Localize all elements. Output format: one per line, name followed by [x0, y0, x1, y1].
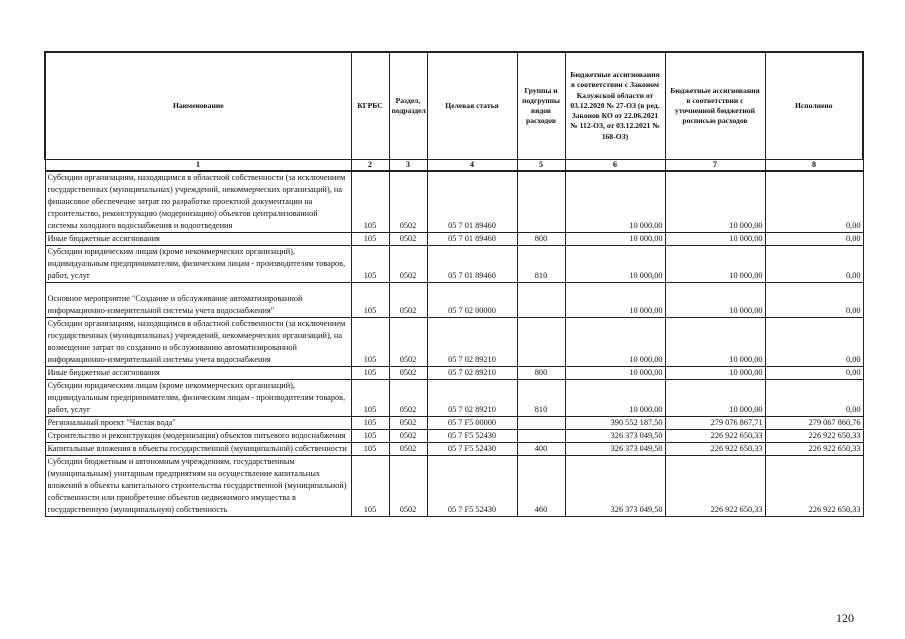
row-name: Иные бюджетные ассигнования	[45, 367, 351, 380]
header-budget-refined: Бюджетные ассигнования в соответствии с уточненной бюджетной росписью расходов	[665, 52, 765, 160]
row-kgrbs: 105	[351, 318, 389, 367]
row-target: 05 7 F5 00000	[427, 417, 517, 430]
row-kgrbs: 105	[351, 233, 389, 246]
column-number: 3	[389, 160, 427, 172]
row-law-amount: 10 000,00	[565, 283, 665, 318]
row-section: 0502	[389, 233, 427, 246]
row-law-amount: 326 373 049,50	[565, 456, 665, 517]
row-target: 05 7 01 89460	[427, 233, 517, 246]
row-refined-amount: 10 000,00	[665, 367, 765, 380]
row-refined-amount: 10 000,00	[665, 171, 765, 233]
row-executed-amount: 0,00	[765, 283, 863, 318]
row-section: 0502	[389, 367, 427, 380]
row-name: Субсидии бюджетным и автономным учреждениям, государственным (муниципальным) унитарным предприятиям на осуществление капитальных вложений в объекты капитального строительства государственной (муниципальной) собственности или приобретение объектов недвижимого имущества в государственную (муниципальную) собственность	[45, 456, 351, 517]
row-kgrbs: 105	[351, 380, 389, 417]
row-target: 05 7 02 89210	[427, 380, 517, 417]
column-number: 2	[351, 160, 389, 172]
row-law-amount: 326 373 049,50	[565, 430, 665, 443]
table-row	[45, 430, 863, 443]
table-row	[45, 443, 863, 456]
table-row	[45, 171, 863, 233]
row-group	[517, 417, 565, 430]
row-refined-amount: 226 922 650,33	[665, 430, 765, 443]
table-row	[45, 380, 863, 417]
row-section: 0502	[389, 318, 427, 367]
header-executed: Исполнено	[765, 52, 863, 160]
column-number: 7	[665, 160, 765, 172]
table-row	[45, 367, 863, 380]
row-name: Субсидии юридическим лицам (кроме некоммерческих организаций), индивидуальным предпринимателям, физическим лицам - производителям товаров, работ, услуг	[45, 246, 351, 283]
row-group: 810	[517, 380, 565, 417]
row-law-amount: 390 552 187,50	[565, 417, 665, 430]
row-law-amount: 10 000,00	[565, 171, 665, 233]
budget-table	[44, 51, 864, 517]
page-number: 120	[836, 611, 854, 625]
row-executed-amount: 0,00	[765, 246, 863, 283]
row-group	[517, 171, 565, 233]
column-number: 8	[765, 160, 863, 172]
row-name: Капитальные вложения в объекты государственной (муниципальной) собственности	[45, 443, 351, 456]
row-refined-amount: 226 922 650,33	[665, 443, 765, 456]
header-name: Наименование	[45, 52, 351, 160]
row-target: 05 7 F5 52430	[427, 456, 517, 517]
row-law-amount: 10 000,00	[565, 246, 665, 283]
row-executed-amount: 0,00	[765, 233, 863, 246]
row-law-amount: 10 000,00	[565, 233, 665, 246]
row-executed-amount: 0,00	[765, 318, 863, 367]
row-executed-amount: 226 922 650,33	[765, 456, 863, 517]
row-executed-amount: 0,00	[765, 171, 863, 233]
row-group: 800	[517, 367, 565, 380]
column-number: 4	[427, 160, 517, 172]
row-target: 05 7 F5 52430	[427, 443, 517, 456]
row-refined-amount: 226 922 650,33	[665, 456, 765, 517]
row-group	[517, 318, 565, 367]
row-name: Основное мероприятие "Создание и обслуживание автоматизированной информационно-измерительной системы учета водоснабжения"	[45, 283, 351, 318]
row-kgrbs: 105	[351, 456, 389, 517]
row-target: 05 7 01 89460	[427, 171, 517, 233]
row-law-amount: 326 373 049,50	[565, 443, 665, 456]
row-section: 0502	[389, 380, 427, 417]
row-target: 05 7 01 89460	[427, 246, 517, 283]
row-name: Субсидии юридическим лицам (кроме некоммерческих организаций), индивидуальным предпринимателям, физическим лицам - производителям товаров, работ, услуг	[45, 380, 351, 417]
row-group: 810	[517, 246, 565, 283]
row-target: 05 7 F5 52430	[427, 430, 517, 443]
table-row	[45, 246, 863, 283]
table-row	[45, 417, 863, 430]
row-refined-amount: 10 000,00	[665, 283, 765, 318]
row-group	[517, 283, 565, 318]
header-section: Раздел, подраздел	[389, 52, 427, 160]
row-kgrbs: 105	[351, 443, 389, 456]
table-row	[45, 456, 863, 517]
row-section: 0502	[389, 417, 427, 430]
row-executed-amount: 226 922 650,33	[765, 430, 863, 443]
row-target: 05 7 02 89210	[427, 318, 517, 367]
column-number: 5	[517, 160, 565, 172]
row-refined-amount: 10 000,00	[665, 233, 765, 246]
row-executed-amount: 0,00	[765, 367, 863, 380]
row-kgrbs: 105	[351, 417, 389, 430]
table-row	[45, 283, 863, 318]
row-group: 460	[517, 456, 565, 517]
row-law-amount: 10 000,00	[565, 367, 665, 380]
header-kgrbs: КГРБС	[351, 52, 389, 160]
row-section: 0502	[389, 456, 427, 517]
column-number: 6	[565, 160, 665, 172]
row-kgrbs: 105	[351, 367, 389, 380]
row-kgrbs: 105	[351, 246, 389, 283]
row-kgrbs: 105	[351, 283, 389, 318]
header-groups: Группы и подгруппы видов расходов	[517, 52, 565, 160]
row-law-amount: 10 000,00	[565, 318, 665, 367]
row-law-amount: 10 000,00	[565, 380, 665, 417]
column-number-row	[45, 160, 863, 172]
row-name: Субсидии организациям, находящимся в областной собственности (за исключением государственных (муниципальных) учреждений, некоммерческих организаций), на финансовое обеспечение затрат по разработке проектной документации на строительство, реконструкцию (модернизацию) объектов централизованной системы холодного водоснабжения и водоотведения	[45, 171, 351, 233]
row-kgrbs: 105	[351, 430, 389, 443]
row-group: 800	[517, 233, 565, 246]
row-section: 0502	[389, 430, 427, 443]
row-executed-amount: 0,00	[765, 380, 863, 417]
row-target: 05 7 02 89210	[427, 367, 517, 380]
row-section: 0502	[389, 443, 427, 456]
row-section: 0502	[389, 283, 427, 318]
row-name: Субсидии организациям, находящимся в областной собственности (за исключением государственных (муниципальных) учреждений, некоммерческих организаций), на возмещение затрат по созданию и обслуживанию автоматизированной информационно-измерительной системы учета водоснабжения	[45, 318, 351, 367]
row-target: 05 7 02 00000	[427, 283, 517, 318]
header-row	[45, 52, 863, 160]
row-refined-amount: 10 000,00	[665, 380, 765, 417]
table-row	[45, 233, 863, 246]
header-target: Целевая статья	[427, 52, 517, 160]
row-section: 0502	[389, 171, 427, 233]
row-executed-amount: 279 067 860,76	[765, 417, 863, 430]
row-kgrbs: 105	[351, 171, 389, 233]
column-number: 1	[45, 160, 351, 172]
row-refined-amount: 279 076 867,71	[665, 417, 765, 430]
row-group	[517, 430, 565, 443]
row-name: Строительство и реконструкция (модернизация) объектов питьевого водоснабжения	[45, 430, 351, 443]
row-section: 0502	[389, 246, 427, 283]
row-group: 400	[517, 443, 565, 456]
row-refined-amount: 10 000,00	[665, 246, 765, 283]
row-refined-amount: 10 000,00	[665, 318, 765, 367]
header-budget-law: Бюджетные ассигнования в соответствии с Законом Калужской области от 03.12.2020 № 27-ОЗ (в ред. Законов КО от 22.06.2021 № 112-ОЗ, от 03.12.2021 № 168-ОЗ)	[565, 52, 665, 160]
row-name: Иные бюджетные ассигнования	[45, 233, 351, 246]
row-name: Региональный проект "Чистая вода"	[45, 417, 351, 430]
table-row	[45, 318, 863, 367]
row-executed-amount: 226 922 650,33	[765, 443, 863, 456]
